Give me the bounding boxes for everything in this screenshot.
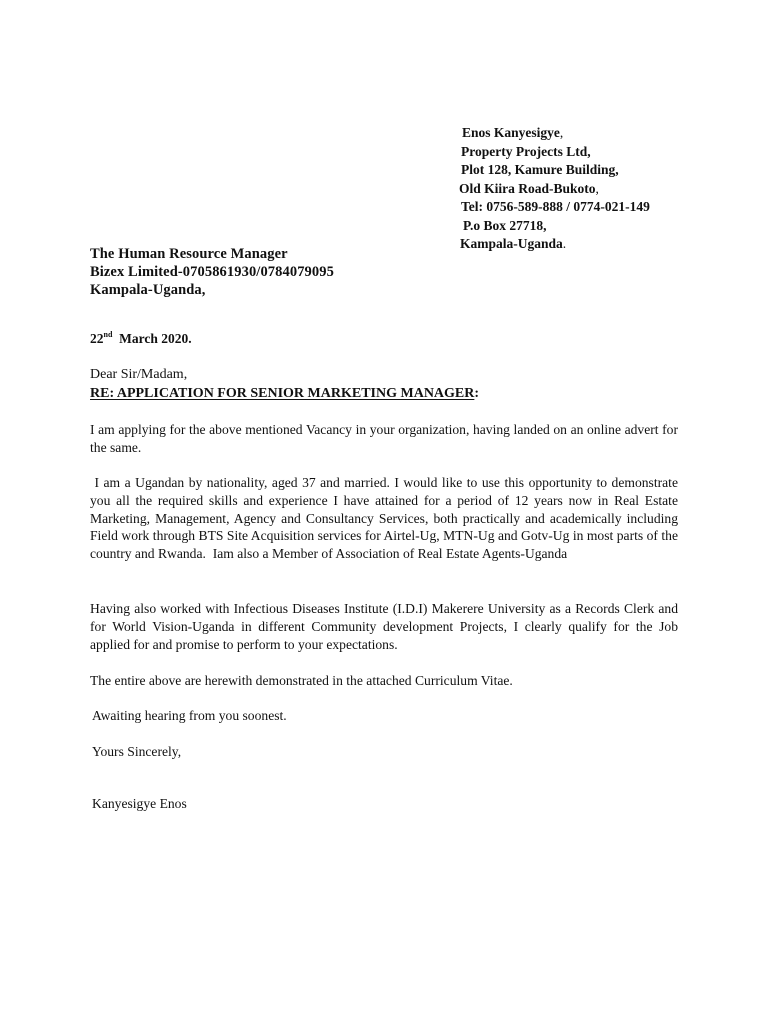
subject-colon: : <box>474 386 480 401</box>
sender-road-text: Old Kiira Road-Bukoto <box>459 180 596 196</box>
recipient-title: The Human Resource Manager <box>90 246 288 262</box>
salutation: Dear Sir/Madam, <box>90 367 188 382</box>
sender-name-text: Enos Kanyesigye <box>462 125 560 140</box>
date-suffix: nd <box>103 330 113 339</box>
sender-name-punct: , <box>559 125 564 140</box>
sender-address-block <box>458 124 650 254</box>
sender-road-punct: , <box>595 180 599 196</box>
body-paragraph-4: The entire above are herewith demonstrated in the attached Curriculum Vitae. <box>90 673 513 688</box>
sender-city-text: Kampala-Uganda <box>460 236 563 251</box>
sender-pobox: P.o Box 27718, <box>463 217 547 233</box>
date-rest: March 2020. <box>119 331 192 346</box>
recipient-org: Bizex Limited-0705861930/0784079095 <box>90 264 334 280</box>
sender-name <box>458 124 650 143</box>
sender-plot: Plot 128, Kamure Building, <box>461 162 619 177</box>
signature-name: Kanyesigye Enos <box>92 796 187 811</box>
sender-tel: Tel: 0756-589-888 / 0774-021-149 <box>461 199 650 214</box>
body-paragraph-3: Having also worked with Infectious Diseases Institute (I.D.I) Makerere University as a Records Clerk and for World Vision-Uganda in different Community development Projects, I clearly qualify for the Job applied for and promise to perform to your expectations. <box>90 601 678 652</box>
sender-city-punct: . <box>562 236 567 251</box>
sender-city <box>458 235 650 254</box>
letter-date <box>90 330 192 347</box>
sender-road <box>458 180 650 199</box>
subject-text: RE: APPLICATION FOR SENIOR MARKETING MANAGER <box>90 386 475 401</box>
body-paragraph-1: I am applying for the above mentioned Vacancy in your organization, having landed on an online advert for the same. <box>90 422 678 455</box>
subject-line <box>90 385 479 403</box>
recipient-city: Kampala-Uganda, <box>90 282 206 298</box>
recipient-address-block <box>90 245 334 299</box>
body-paragraph-2: I am a Ugandan by nationality, aged 37 and married. I would like to use this opportunity to demonstrate you all the required skills and experience I have attained for a period of 12 years now in Real Estate Marketing, Management, Agency and Consultancy Services, both practically and academically including Field work through BTS Site Acquisition services for Airtel-Ug, MTN-Ug and Gotv-Ug in most parts of the country and Rwanda. Iam also a Member of Association of Real Estate Agents-Uganda <box>90 475 682 562</box>
closing-awaiting: Awaiting hearing from you soonest. <box>92 708 287 723</box>
closing-sign-off: Yours Sincerely, <box>92 744 182 759</box>
date-day: 22 <box>90 331 104 346</box>
sender-company: Property Projects Ltd, <box>461 143 591 159</box>
